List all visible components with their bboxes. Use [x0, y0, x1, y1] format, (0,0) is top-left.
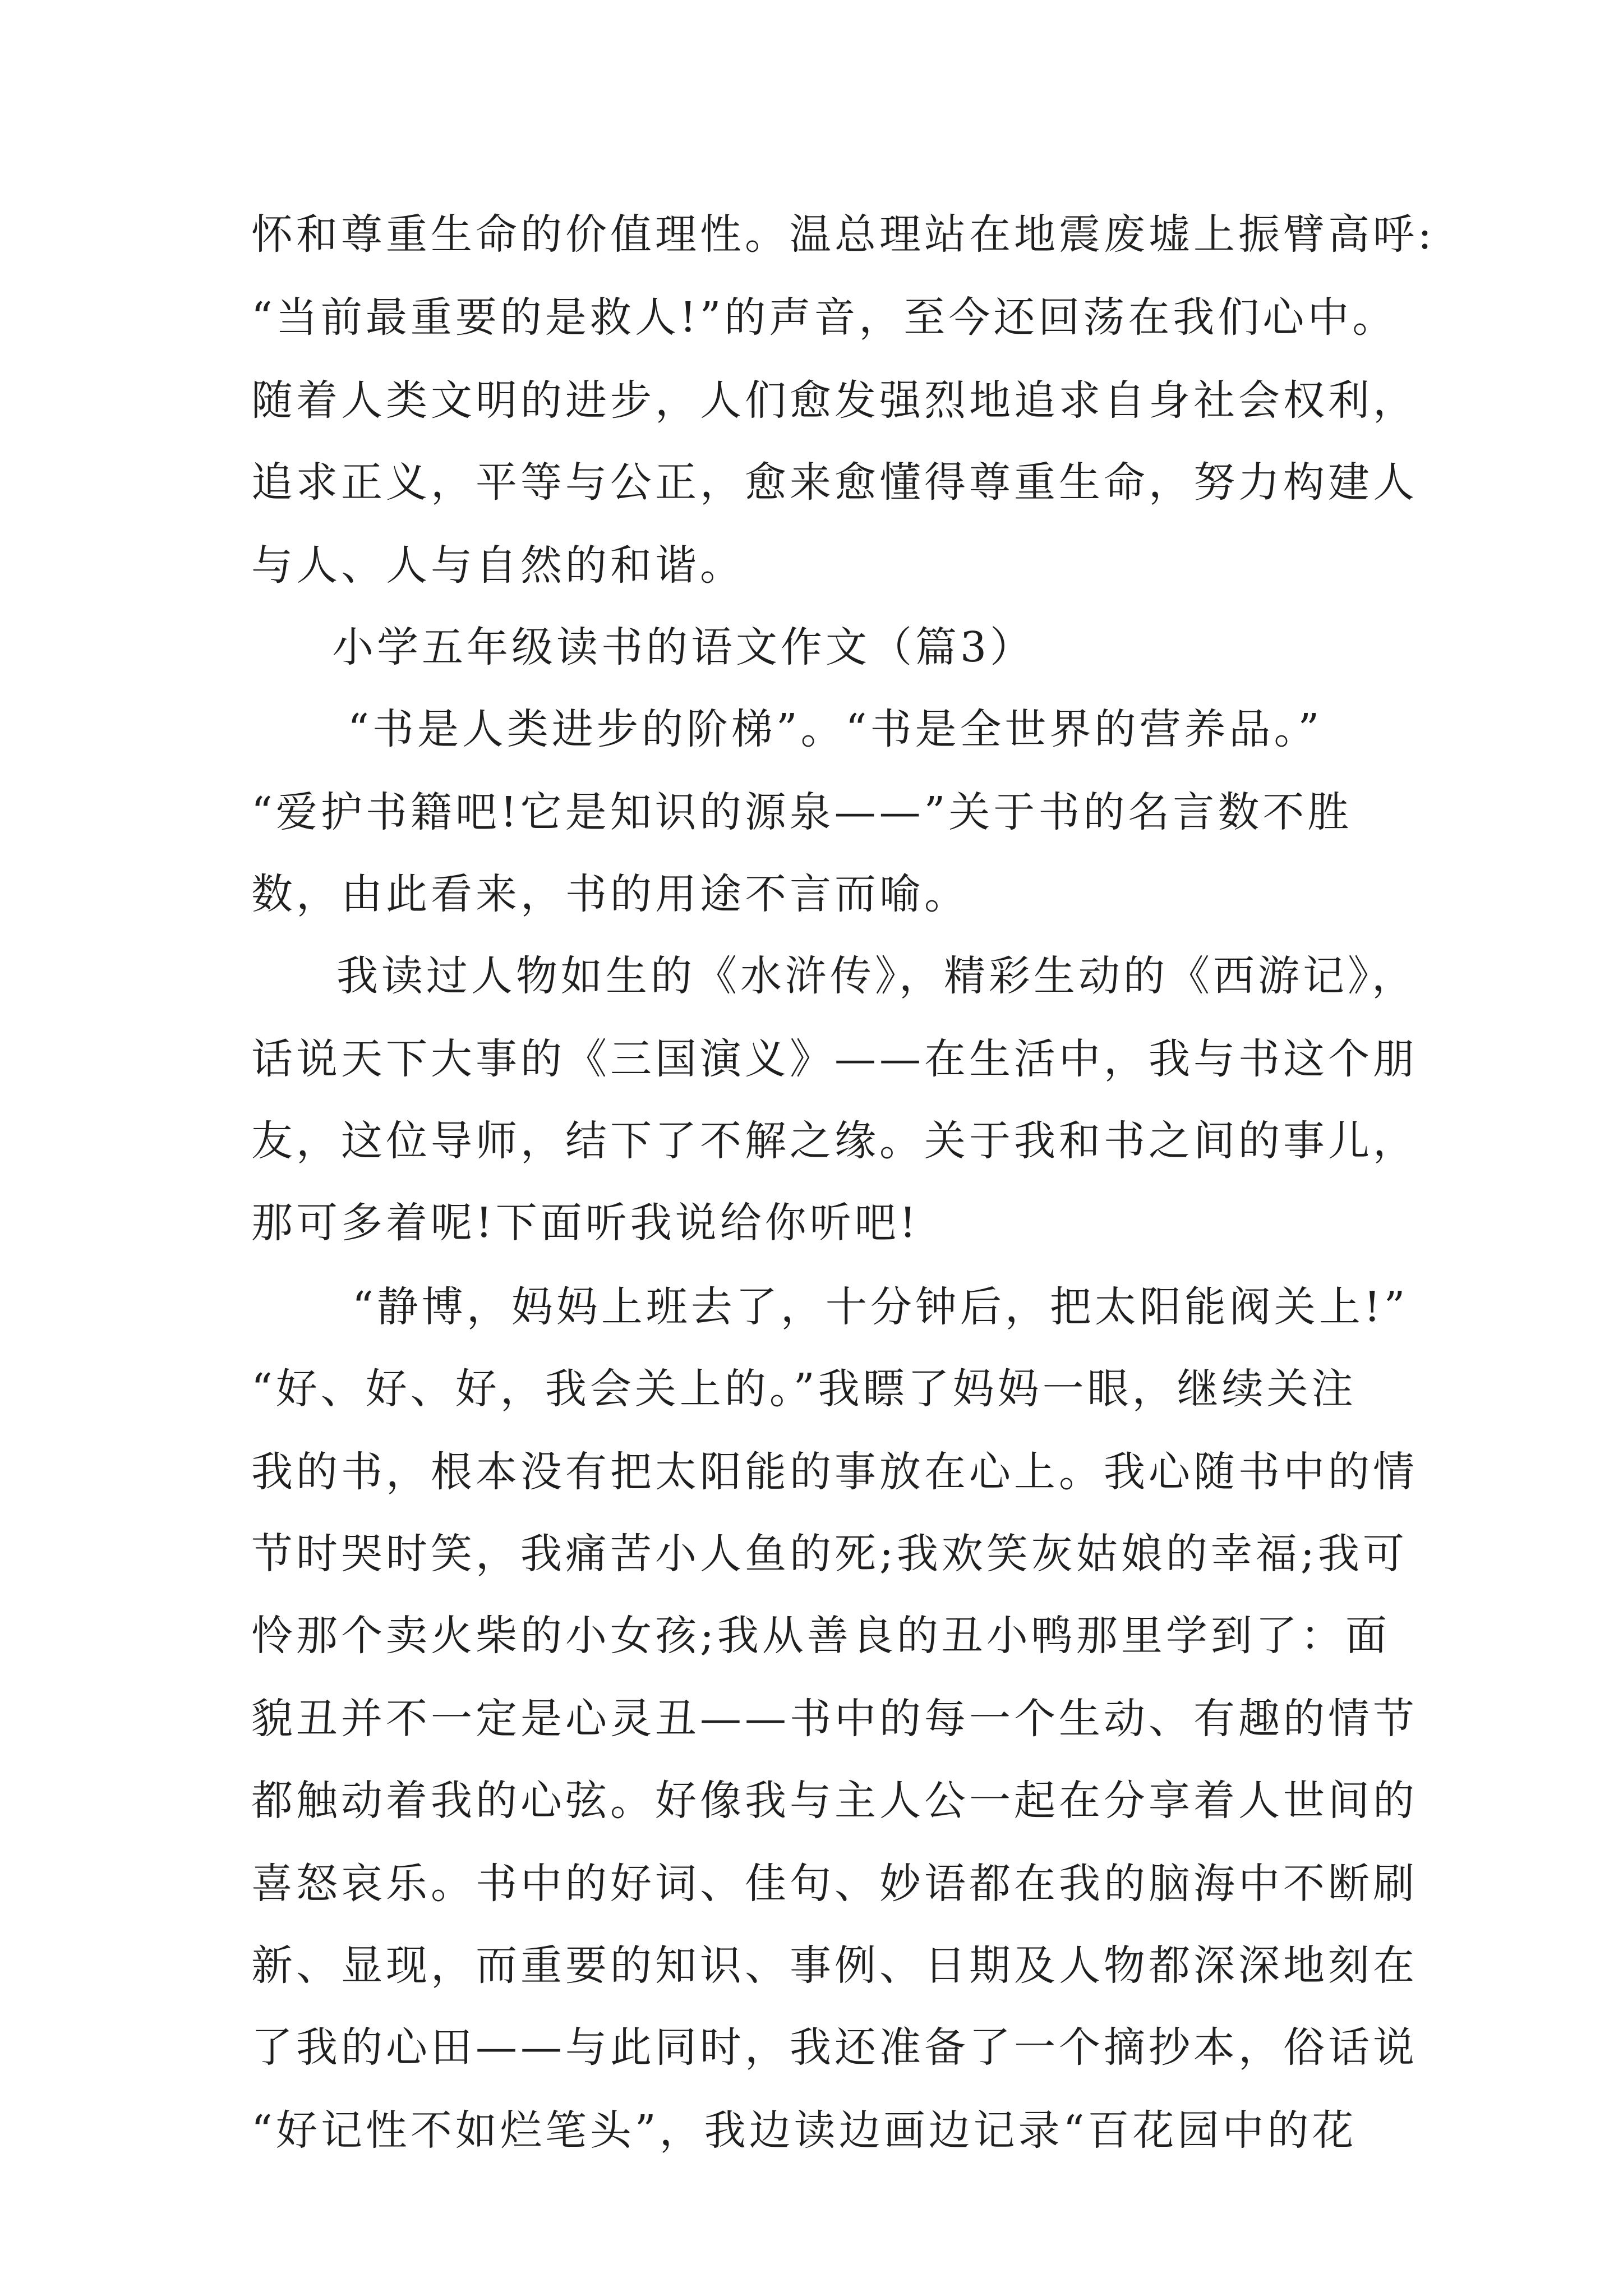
- text-line: “好、好、好，我会关上的。”我瞟了妈妈一眼，继续关注: [251, 1365, 1357, 1413]
- text-line: 我的书，根本没有把太阳能的事放在心上。我心随书中的情: [251, 1448, 1418, 1496]
- text-line: 我读过人物如生的《水浒传》，精彩生动的《西游记》，: [336, 952, 1417, 1000]
- text-line: 怀和尊重生命的价值理性。温总理站在地震废墟上振臂高呼:: [251, 210, 1435, 259]
- text-line: 都触动着我的心弦。好像我与主人公一起在分享着人世间的: [251, 1777, 1418, 1825]
- text-line: “静博，妈妈上班去了，十分钟后，把太阳能阀关上!”: [352, 1283, 1409, 1331]
- text-line: “当前最重要的是救人!”的声音，至今还回荡在我们心中。: [251, 293, 1398, 342]
- text-line: 了我的心田——与此同时，我还准备了一个摘抄本，俗话说: [251, 2023, 1418, 2072]
- text-line: 追求正义，平等与公正，愈来愈懂得尊重生命，努力构建人: [251, 458, 1418, 507]
- text-line: 话说天下大事的《三国演义》——在生活中，我与书这个朋: [251, 1035, 1418, 1083]
- text-line: 节时哭时笑，我痛苦小人鱼的死;我欢笑灰姑娘的幸福;我可: [251, 1530, 1408, 1578]
- section-heading: 小学五年级读书的语文作文（篇3）: [332, 623, 1035, 671]
- text-line: 随着人类文明的进步，人们愈发强烈地追求自身社会权利，: [251, 376, 1418, 425]
- text-line: 与人、人与自然的和谐。: [251, 541, 745, 590]
- text-line: 喜怒哀乐。书中的好词、佳句、妙语都在我的脑海中不断刷: [251, 1860, 1418, 1908]
- text-line: 友，这位导师，结下了不解之缘。关于我和书之间的事儿，: [251, 1117, 1418, 1165]
- text-line: “好记性不如烂笔头”，我边读边画边记录“百花园中的花: [251, 2106, 1357, 2155]
- text-line: “书是人类进步的阶梯”。“书是全世界的营养品。”: [348, 705, 1323, 753]
- text-line: 数，由此看来，书的用途不言而喻。: [251, 870, 969, 918]
- text-line: 那可多着呢!下面听我说给你听吧!: [251, 1199, 920, 1247]
- text-line: “爱护书籍吧!它是知识的源泉——”关于书的名言数不胜: [251, 788, 1353, 836]
- text-line: 貌丑并不一定是心灵丑——书中的每一个生动、有趣的情节: [251, 1695, 1418, 1743]
- text-line: 新、显现，而重要的知识、事例、日期及人物都深深地刻在: [251, 1941, 1418, 1990]
- text-line: 怜那个卖火柴的小女孩;我从善良的丑小鸭那里学到了：面: [251, 1612, 1390, 1660]
